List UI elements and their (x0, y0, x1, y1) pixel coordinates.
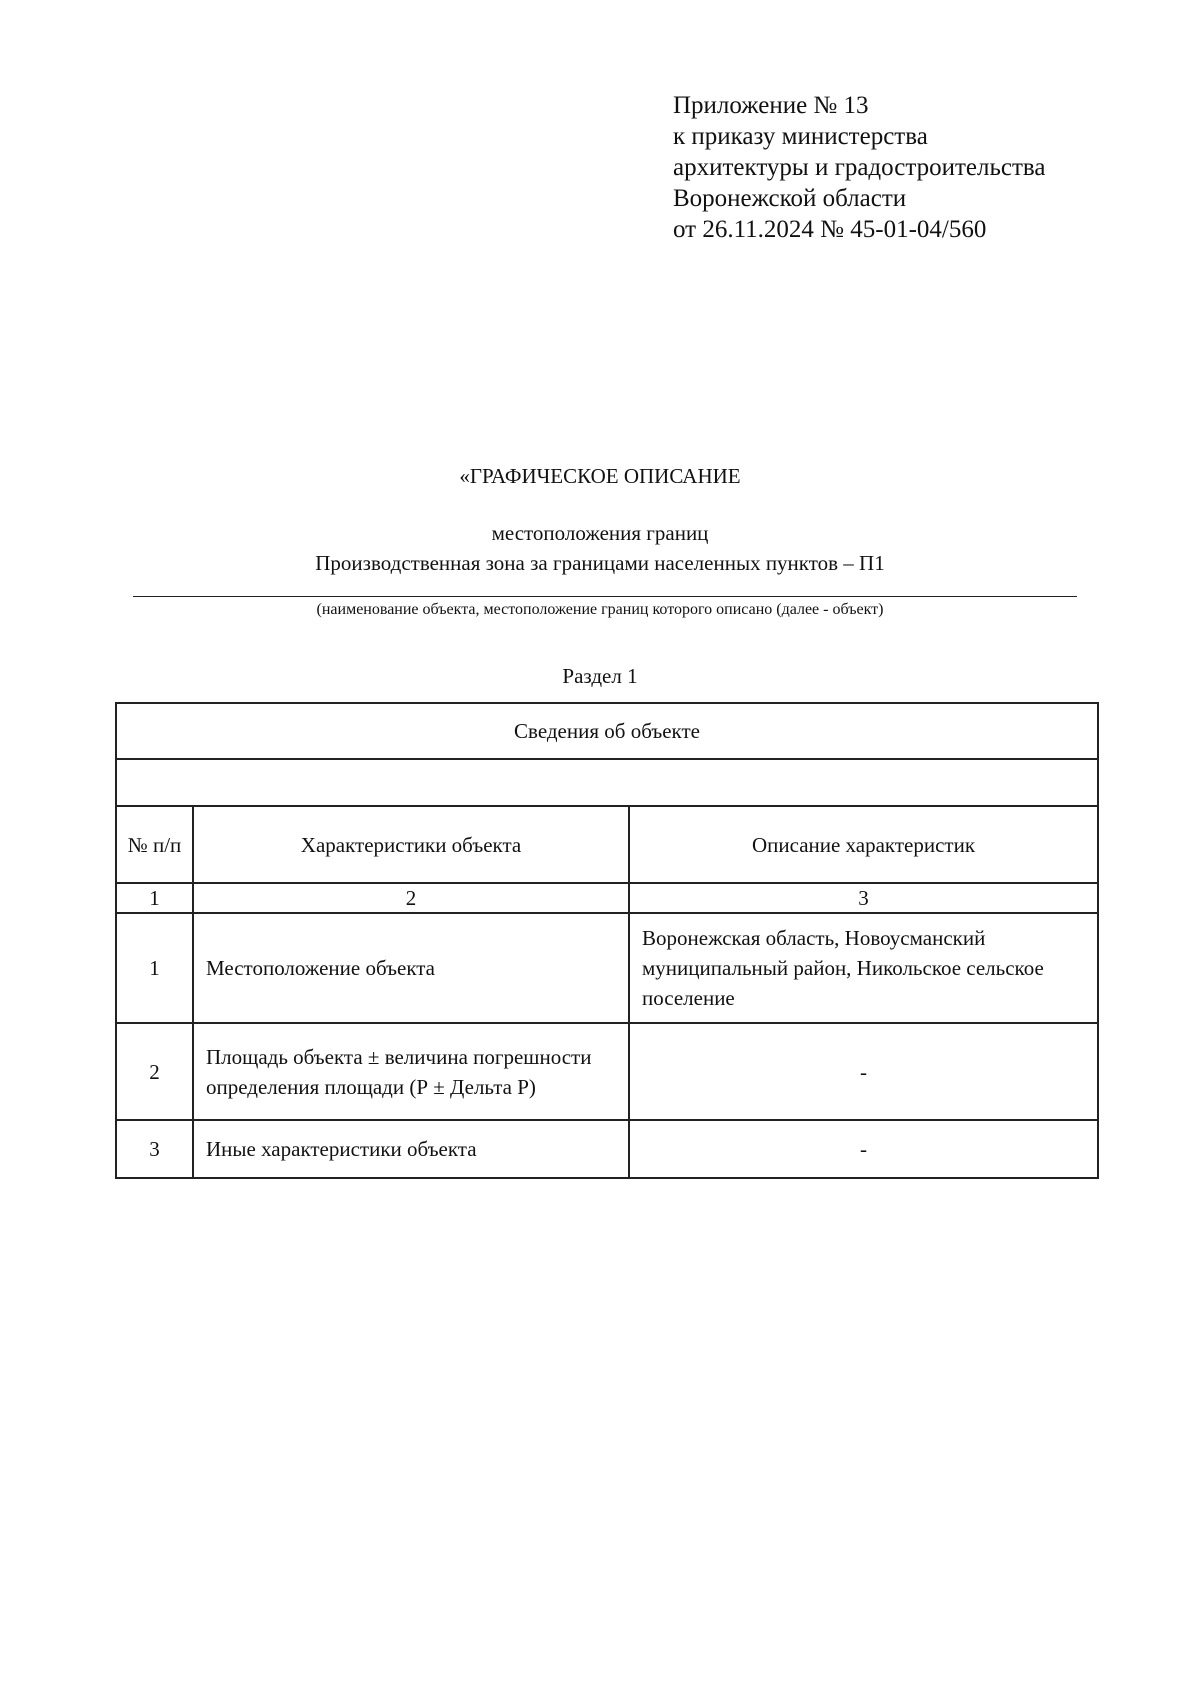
appendix-line: Воронежской области (673, 185, 907, 212)
row-characteristic: Иные характеристики объекта (193, 1120, 629, 1178)
document-subtitle (0, 518, 1200, 578)
table-row (116, 1023, 1098, 1120)
appendix-line: от 26.11.2024 № 45-01-04/560 (673, 216, 987, 243)
row-description: Воронежская область, Новоусманский муниципальный район, Никольское сельское поселение (629, 913, 1098, 1023)
table-row (116, 913, 1098, 1023)
column-index: 1 (116, 883, 193, 913)
column-index: 2 (193, 883, 629, 913)
subtitle-line: местоположения границ (491, 521, 709, 545)
appendix-line: к приказу министерства (673, 123, 928, 150)
column-header-number: № п/п (116, 806, 193, 883)
empty-cell (116, 759, 1098, 806)
table-title: Сведения об объекте (116, 703, 1098, 759)
row-number: 2 (116, 1023, 193, 1120)
row-description: - (629, 1120, 1098, 1178)
row-characteristic: Местоположение объекта (193, 913, 629, 1023)
underline-rule (133, 596, 1077, 597)
table-empty-row (116, 759, 1098, 806)
object-name: Производственная зона за границами населенных пунктов – П1 (315, 551, 885, 575)
column-index: 3 (629, 883, 1098, 913)
table-title-row (116, 703, 1098, 759)
appendix-line: Приложение № 13 (673, 92, 869, 119)
table-row (116, 1120, 1098, 1178)
object-info-table (115, 702, 1099, 1179)
appendix-block (673, 90, 1045, 245)
column-index-row (116, 883, 1098, 913)
row-number: 1 (116, 913, 193, 1023)
column-header-characteristic: Характеристики объекта (193, 806, 629, 883)
document-title: «ГРАФИЧЕСКОЕ ОПИСАНИЕ (459, 464, 741, 488)
object-caption: (наименование объекта, местоположение границ которого описано (далее - объект) (316, 601, 884, 618)
row-number: 3 (116, 1120, 193, 1178)
column-header-row (116, 806, 1098, 883)
row-description: - (629, 1023, 1098, 1120)
row-characteristic: Площадь объекта ± величина погрешности определения площади (Р ± Дельта Р) (193, 1023, 629, 1120)
column-header-description: Описание характеристик (629, 806, 1098, 883)
appendix-line: архитектуры и градостроительства (673, 154, 1046, 181)
section-heading: Раздел 1 (562, 664, 638, 688)
